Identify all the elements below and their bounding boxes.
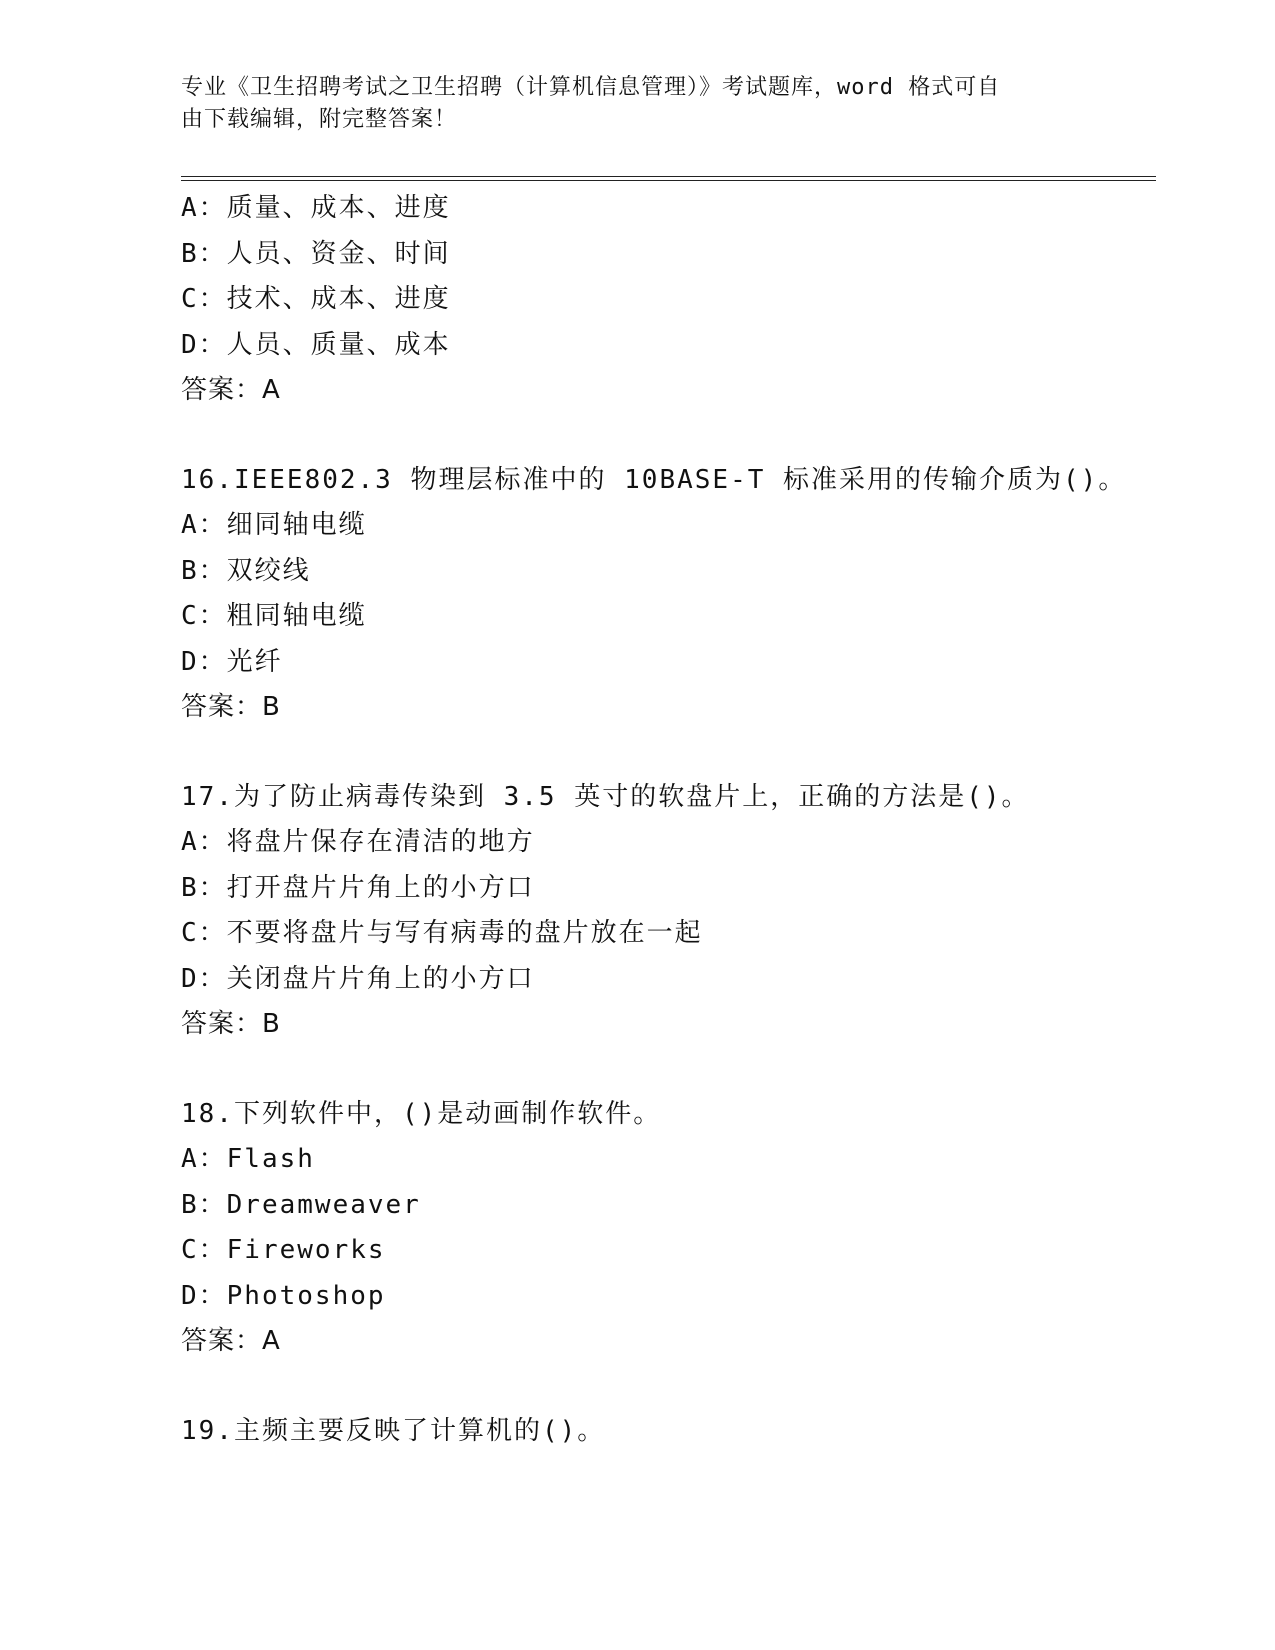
question-stem: 19.主频主要反映了计算机的()。 (181, 1415, 606, 1446)
option-c: C：粗同轴电缆 (181, 601, 367, 631)
header-line-1: 专业《卫生招聘考试之卫生招聘（计算机信息管理）》考试题库，word 格式可自 (181, 75, 1001, 100)
question-stem: 16.IEEE802.3 物理层标准中的 10BASE-T 标准采用的传输介质为()。 (181, 464, 1127, 495)
header-divider (181, 176, 1156, 181)
option-b: B：人员、资金、时间 (181, 238, 451, 269)
option-d: D：光纤 (181, 646, 283, 677)
answer-line: 答案：B (181, 692, 281, 722)
option-c: C：不要将盘片与写有病毒的盘片放在一起 (181, 918, 703, 948)
question-19 (181, 1409, 1156, 1455)
question-18 (181, 1092, 1156, 1365)
question-17 (181, 775, 1156, 1048)
answer-line: 答案：A (181, 375, 281, 405)
option-a: A：将盘片保存在清洁的地方 (181, 827, 535, 857)
option-a: A：Flash (181, 1144, 315, 1174)
question-15 (181, 186, 1156, 414)
option-c: C：技术、成本、进度 (181, 284, 451, 314)
answer-line: 答案：B (181, 1009, 281, 1039)
question-stem: 18.下列软件中，()是动画制作软件。 (181, 1098, 662, 1129)
option-a: A：细同轴电缆 (181, 510, 367, 540)
option-c: C：Fireworks (181, 1235, 386, 1265)
document-header (181, 72, 1061, 136)
option-d: D：关闭盘片片角上的小方口 (181, 963, 535, 994)
option-d: D：Photoshop (181, 1280, 386, 1311)
option-a: A：质量、成本、进度 (181, 193, 451, 223)
answer-line: 答案：A (181, 1326, 281, 1356)
option-d: D：人员、质量、成本 (181, 329, 451, 360)
option-b: B：打开盘片片角上的小方口 (181, 872, 535, 903)
question-stem: 17.为了防止病毒传染到 3.5 英寸的软盘片上，正确的方法是()。 (181, 781, 1030, 812)
question-list (181, 186, 1156, 1454)
option-b: B：Dreamweaver (181, 1189, 421, 1220)
question-16 (181, 458, 1156, 731)
header-line-2: 由下载编辑，附完整答案！ (181, 107, 458, 132)
option-b: B：双绞线 (181, 555, 311, 586)
